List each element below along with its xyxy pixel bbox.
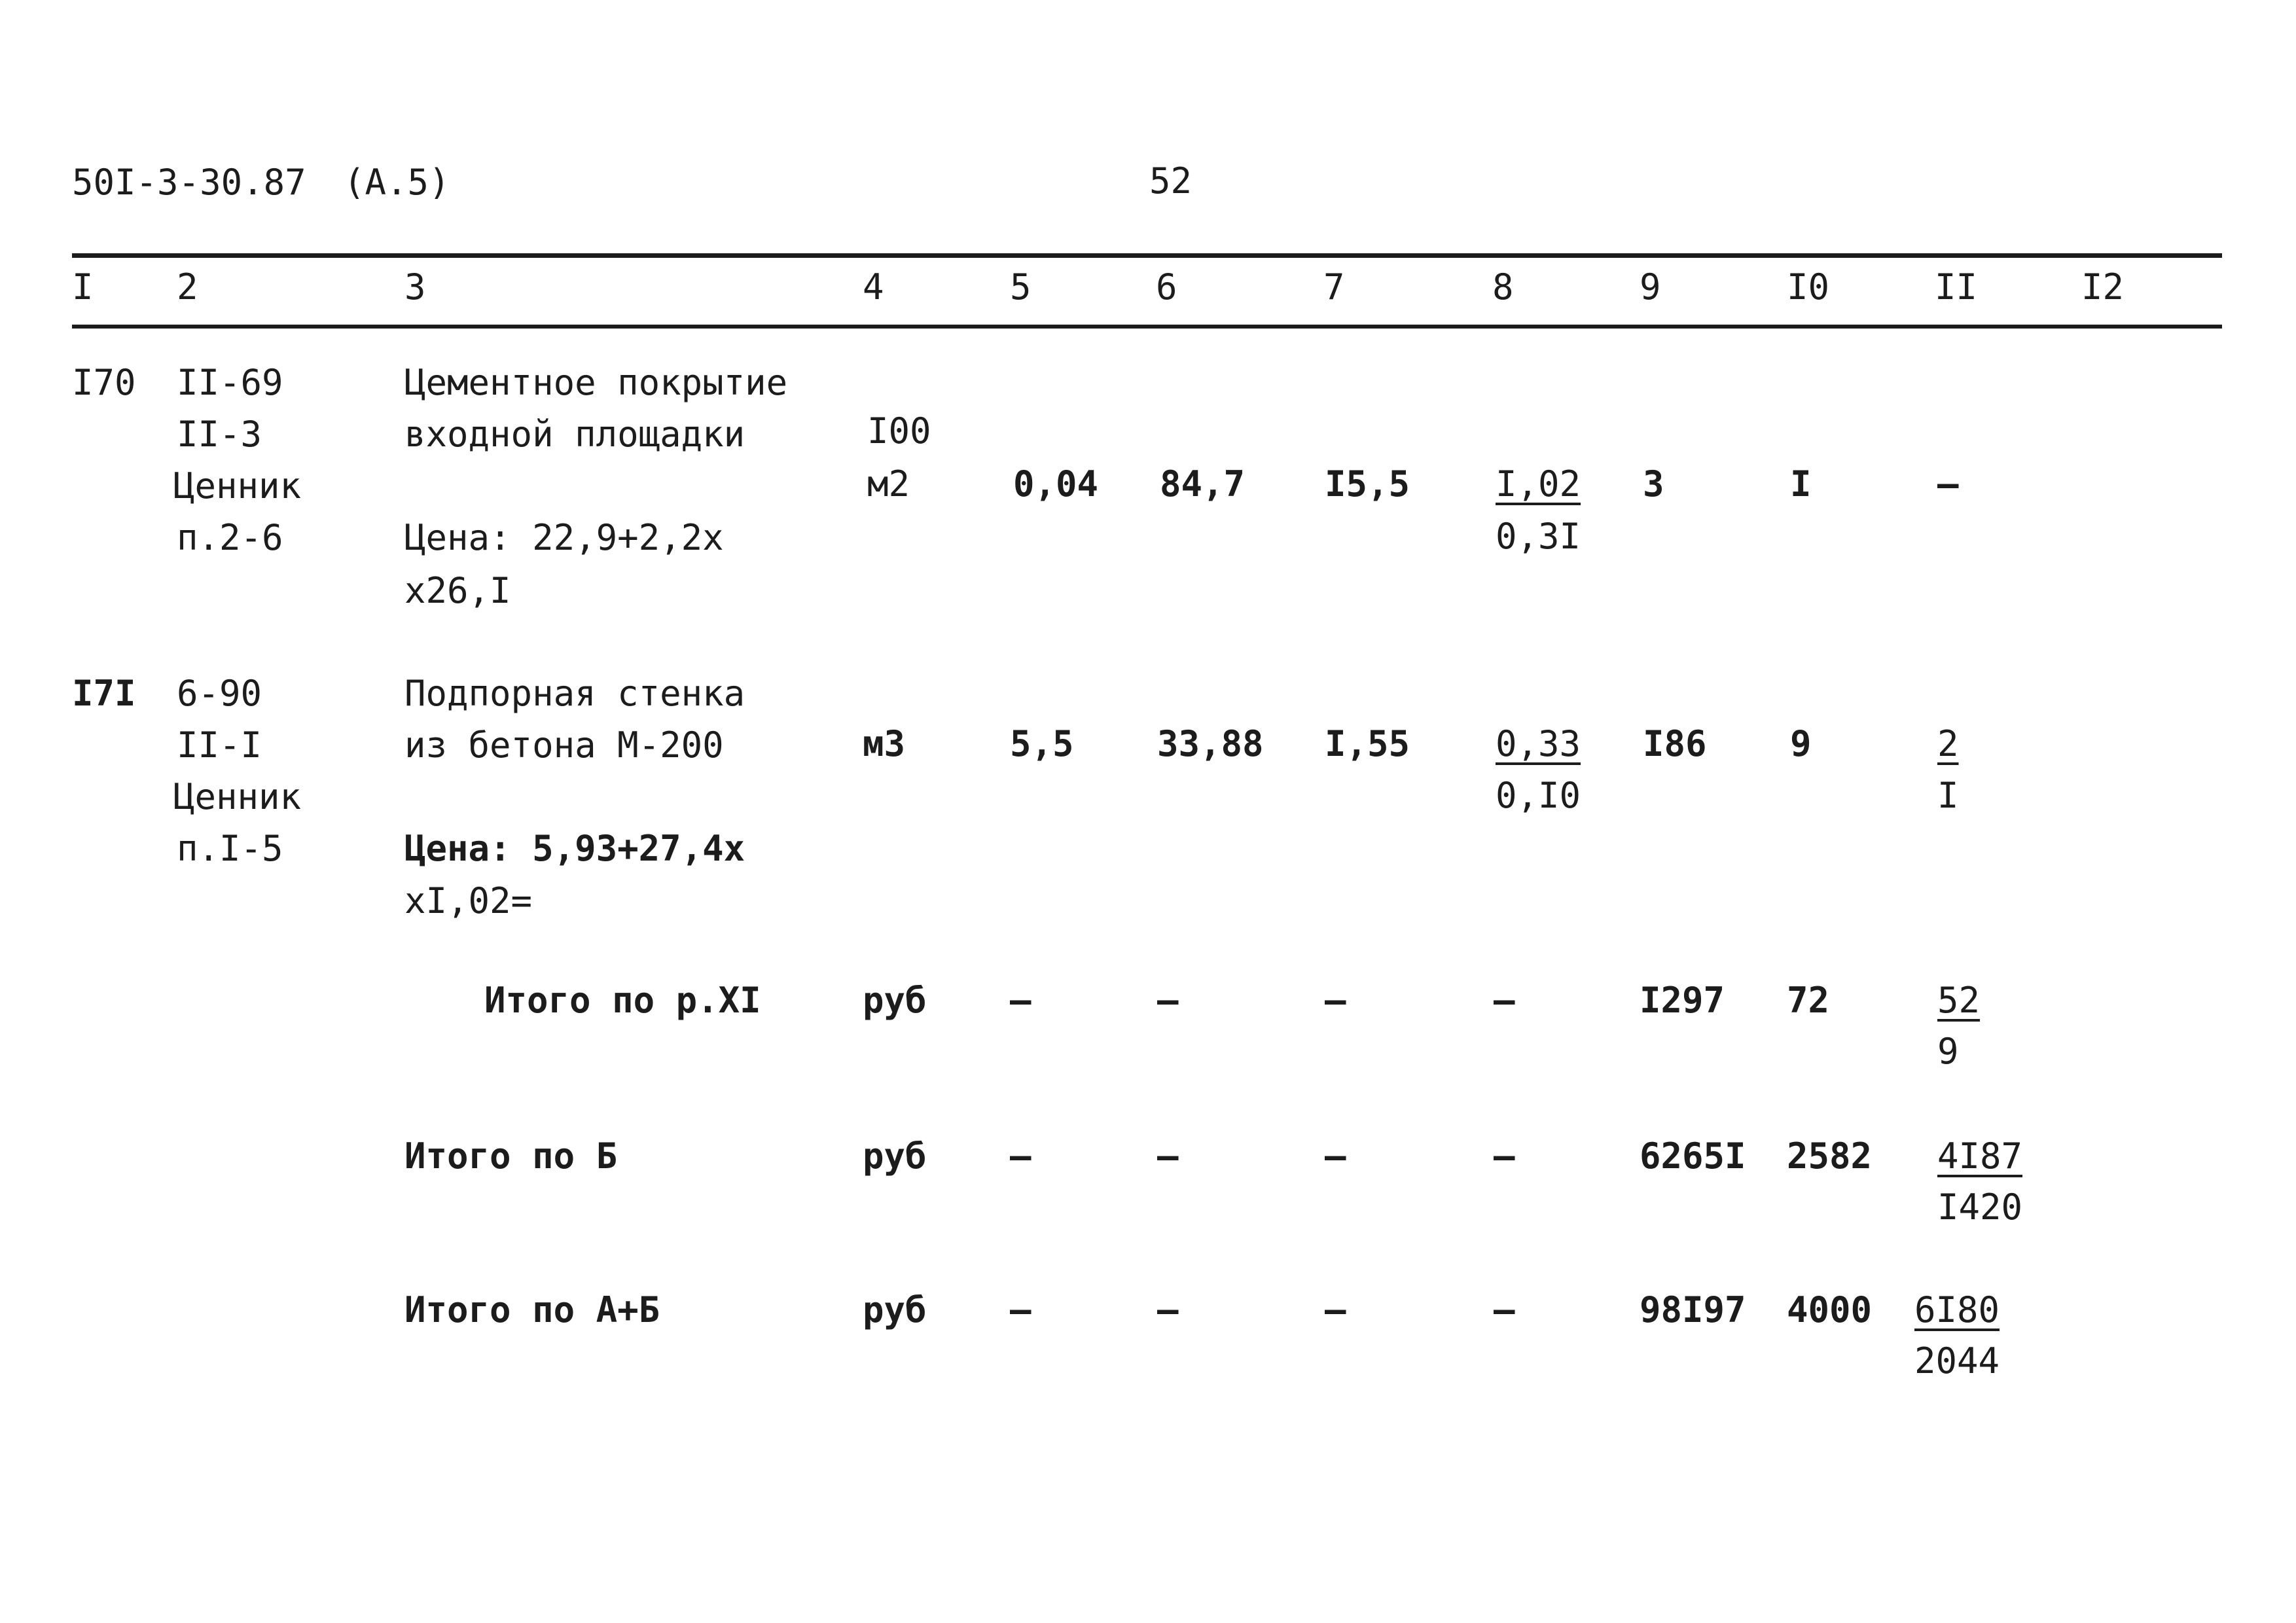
column-11-bottom: I [1937, 775, 1959, 816]
total-column-11-bottom: 9 [1937, 1031, 1959, 1072]
total-column-7: – [1325, 980, 1346, 1021]
column-header-4: 4 [863, 266, 884, 308]
header-bottom-rule [72, 325, 2222, 329]
total-column-5: – [1010, 1135, 1031, 1177]
total-label: Итого по р.XI [484, 980, 761, 1021]
total-column-6: – [1157, 980, 1179, 1021]
total-column-6: – [1157, 1289, 1179, 1330]
norm-code: 6-90 [177, 673, 262, 714]
total-column-7: – [1325, 1289, 1346, 1330]
total-column-11-bottom: 2044 [1914, 1340, 2000, 1382]
norm-code: II-3 [177, 414, 262, 455]
unit-price: 33,88 [1157, 723, 1264, 764]
work-description: из бетона М-200 [404, 724, 724, 766]
column-8-top: 0,33 [1496, 723, 1581, 764]
total-column-7: – [1325, 1135, 1346, 1177]
quantity: 0,04 [1013, 463, 1099, 505]
column-header-2: 2 [177, 266, 198, 308]
total-column-5: – [1010, 980, 1031, 1021]
total-column-11-top: 6I80 [1914, 1289, 2000, 1330]
price-formula: Цена: 5,93+27,4х [404, 828, 745, 869]
column-header-9: 9 [1640, 266, 1661, 308]
work-description: Цементное покрытие [404, 362, 788, 403]
norm-code: п.I-5 [177, 828, 283, 869]
column-8-top: I,02 [1496, 463, 1581, 505]
total-column-11-bottom: I420 [1937, 1186, 2023, 1228]
norm-code: II-69 [177, 362, 283, 403]
column-7-value: I5,5 [1325, 463, 1410, 505]
unit: I00 [867, 410, 931, 452]
norm-code: Ценник [173, 776, 302, 817]
total-column-8: – [1494, 1289, 1515, 1330]
column-8-bottom: 0,3I [1496, 516, 1581, 557]
page-number: 52 [1149, 160, 1193, 202]
row-number: I7I [72, 673, 136, 714]
total-column-8: – [1494, 980, 1515, 1021]
norm-code: п.2-6 [177, 517, 283, 558]
total-column-5: – [1010, 1289, 1031, 1330]
quantity: 5,5 [1010, 723, 1074, 764]
column-header-6: 6 [1156, 266, 1177, 308]
column-header-12: I2 [2081, 266, 2125, 308]
price-formula: хI,02= [404, 880, 533, 921]
total-column-9: 6265I [1640, 1135, 1746, 1177]
total-label: Итого по Б [404, 1135, 618, 1177]
column-9-value: I86 [1643, 723, 1707, 764]
total-column-6: – [1157, 1135, 1179, 1177]
total-column-10: 2582 [1787, 1135, 1873, 1177]
column-8-bottom: 0,I0 [1496, 775, 1581, 816]
price-formula: Цена: 22,9+2,2х [404, 517, 724, 558]
total-column-9: I297 [1640, 980, 1725, 1021]
total-label: Итого по А+Б [404, 1289, 660, 1330]
total-column-10: 72 [1787, 980, 1830, 1021]
norm-code: Ценник [173, 465, 302, 507]
total-column-8: – [1494, 1135, 1515, 1177]
total-unit: руб [863, 1135, 927, 1177]
norm-code: II-I [177, 724, 262, 766]
column-10-value: 9 [1790, 723, 1812, 764]
price-formula: х26,I [404, 570, 511, 611]
column-11-top: 2 [1937, 723, 1959, 764]
work-description: входной площадки [404, 414, 745, 455]
total-column-11-top: 4I87 [1937, 1135, 2023, 1177]
column-header-8: 8 [1492, 266, 1514, 308]
unit: м3 [863, 723, 906, 764]
column-9-value: 3 [1643, 463, 1664, 505]
column-7-value: I,55 [1325, 723, 1410, 764]
work-description: Подпорная стенка [404, 673, 745, 714]
album-ref: (А.5) [344, 162, 450, 203]
column-11-top: – [1937, 463, 1959, 505]
row-number: I70 [72, 362, 136, 403]
total-column-9: 98I97 [1640, 1289, 1746, 1330]
total-unit: руб [863, 980, 927, 1021]
column-header-3: 3 [404, 266, 426, 308]
column-header-1: I [72, 266, 94, 308]
total-unit: руб [863, 1289, 927, 1330]
unit: м2 [867, 463, 910, 505]
total-column-10: 4000 [1787, 1289, 1873, 1330]
column-header-5: 5 [1010, 266, 1031, 308]
total-column-11-top: 52 [1937, 980, 1981, 1021]
column-10-value: I [1790, 463, 1812, 505]
column-header-7: 7 [1323, 266, 1345, 308]
top-rule [72, 253, 2222, 258]
column-header-10: I0 [1787, 266, 1830, 308]
unit-price: 84,7 [1160, 463, 1246, 505]
document-code: 50I-3-30.87 [72, 162, 306, 203]
column-header-11: II [1935, 266, 1978, 308]
